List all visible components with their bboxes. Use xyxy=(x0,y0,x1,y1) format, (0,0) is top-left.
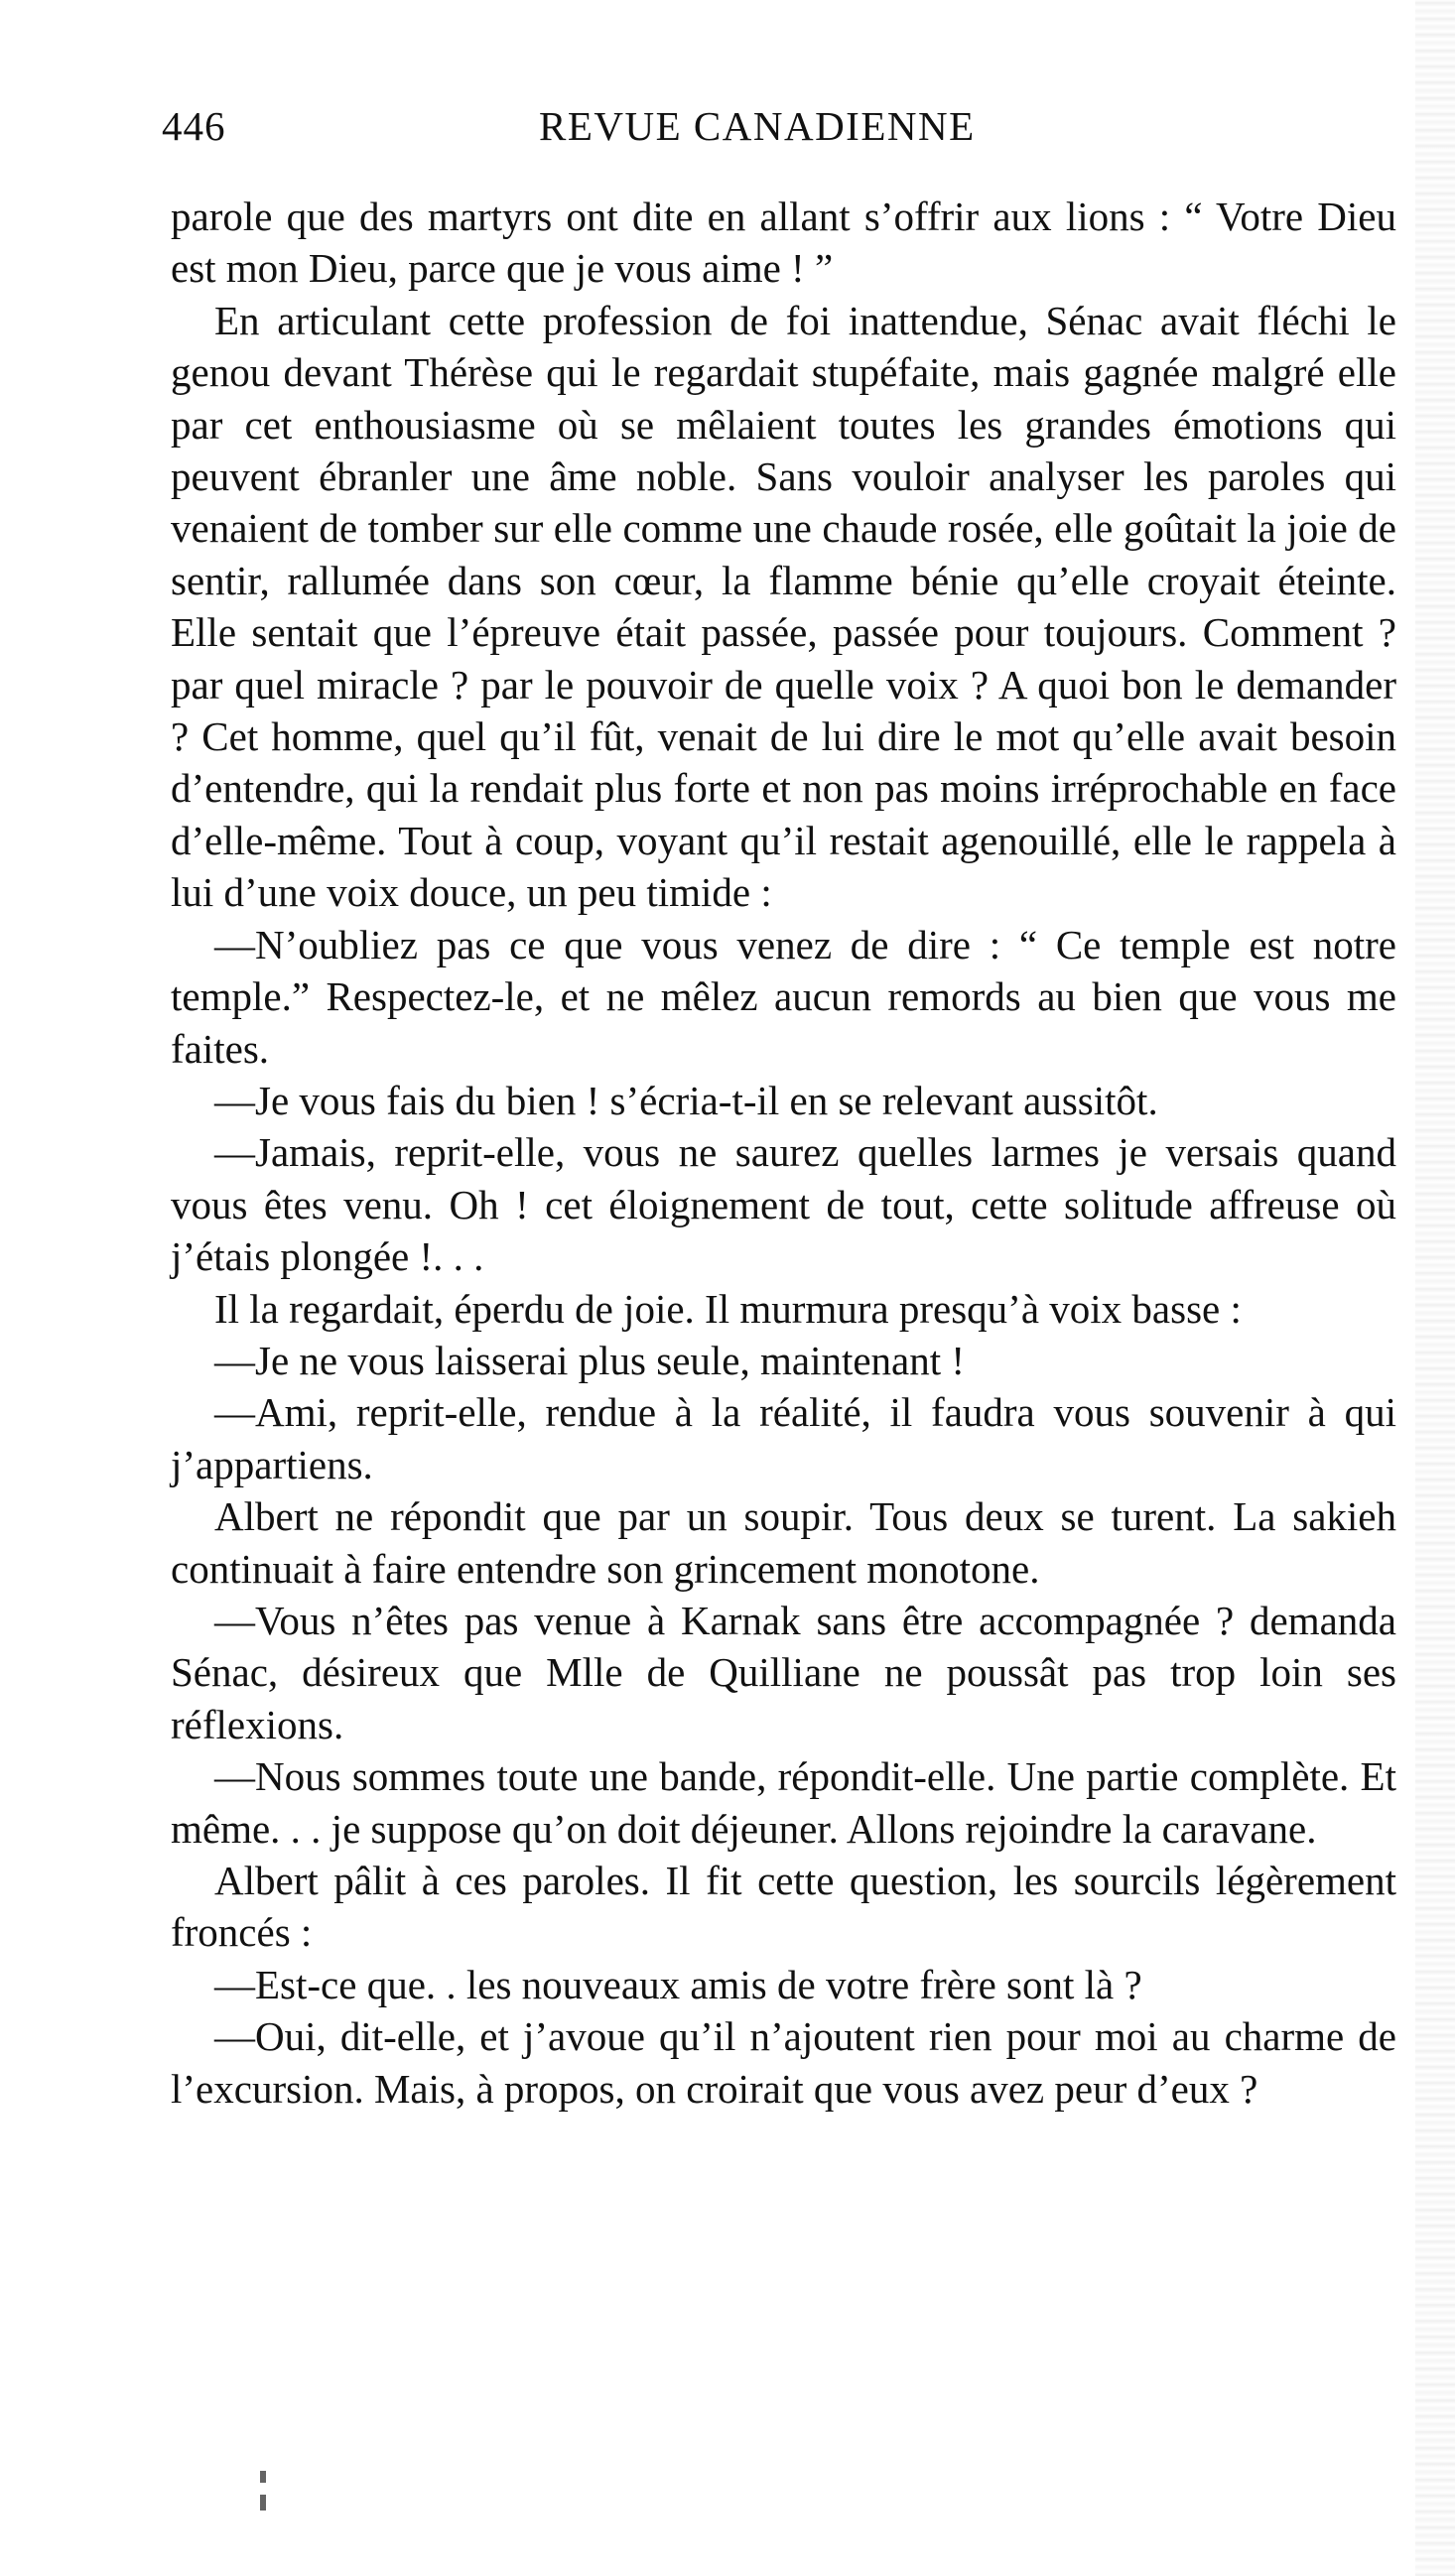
page-number: 446 xyxy=(162,103,226,149)
dialogue-paragraph: —Ami, reprit-elle, rendue à la réalité, il faudra vous souvenir à qui j’appartiens. xyxy=(171,1389,1396,1487)
body-text xyxy=(171,191,1396,2115)
dialogue-paragraph: —Je ne vous laisserai plus seule, maintenant ! xyxy=(214,1337,966,1383)
page-header xyxy=(162,102,1392,162)
paragraph: Albert pâlit à ces paroles. Il fit cette question, les sourcils légèrement froncés : xyxy=(171,1858,1396,1956)
paragraph: Albert ne répondit que par un soupir. Tous deux se turent. La sakieh continuait à faire entendre son grincement monotone. xyxy=(171,1493,1396,1592)
paragraph: En articulant cette profession de foi inattendue, Sénac avait fléchi le genou devant Thérèse qui le regardait stupéfaite, mais gagnée malgré elle par cet enthousiasme où se mêlaient toutes les grandes émotions qui peuvent ébranler une âme noble. Sans vouloir analyser les paroles qui venaient de tomber sur elle comme une chaude rosée, elle goûtait la joie de sentir, rallumée dans son cœur, la flamme bénie qu’elle croyait éteinte. Elle sentait que l’épreuve était passée, passée pour toujours. Comment ? par quel miracle ? par le pouvoir de quelle voix ? A quoi bon le demander ? Cet homme, quel qu’il fût, venait de lui dire le mot qu’elle avait besoin d’entendre, qui la rendait plus forte et non pas moins irréprochable en face d’elle-même. Tout à coup, voyant qu’il restait agenouillé, elle le rappela à lui d’une voix douce, un peu timide : xyxy=(171,297,1396,916)
scan-speck-mark xyxy=(260,2461,266,2520)
paragraph: Il la regardait, éperdu de joie. Il murmura presqu’à voix basse : xyxy=(214,1285,1242,1332)
dialogue-paragraph: —Est-ce que. . les nouveaux amis de votre frère sont là ? xyxy=(214,1961,1142,2007)
dialogue-paragraph: —Nous sommes toute une bande, répondit-elle. Une partie complète. Et même. . . je suppose qu’on doit déjeuner. Allons rejoindre la caravane. xyxy=(171,1753,1396,1852)
dialogue-paragraph: —Oui, dit-elle, et j’avoue qu’il n’ajoutent rien pour moi au charme de l’excursion. Mais, à propos, on croirait que vous avez peur d’eux ? xyxy=(171,2013,1396,2112)
scan-edge-shadow xyxy=(1415,0,1455,2576)
dialogue-paragraph: —N’oubliez pas ce que vous venez de dire : “ Ce temple est notre temple.” Respectez-le, et ne mêlez aucun remords au bien que vous me faites. xyxy=(171,921,1396,1072)
dialogue-paragraph: —Je vous fais du bien ! s’écria-t-il en se relevant aussitôt. xyxy=(214,1077,1158,1123)
paragraph-continuation: parole que des martyrs ont dite en allant s’offrir aux lions : “ Votre Dieu est mon Dieu, parce que je vous aime ! ” xyxy=(171,193,1396,292)
running-title: REVUE CANADIENNE xyxy=(539,103,976,149)
dialogue-paragraph: —Vous n’êtes pas venue à Karnak sans être accompagnée ? demanda Sénac, désireux que Mlle de Quilliane ne poussât pas trop loin ses réflexions. xyxy=(171,1597,1396,1747)
dialogue-paragraph: —Jamais, reprit-elle, vous ne saurez quelles larmes je versais quand vous êtes venu. Oh ! cet éloignement de tout, cette solitude affreuse où j’étais plongée !. . . xyxy=(171,1129,1396,1280)
